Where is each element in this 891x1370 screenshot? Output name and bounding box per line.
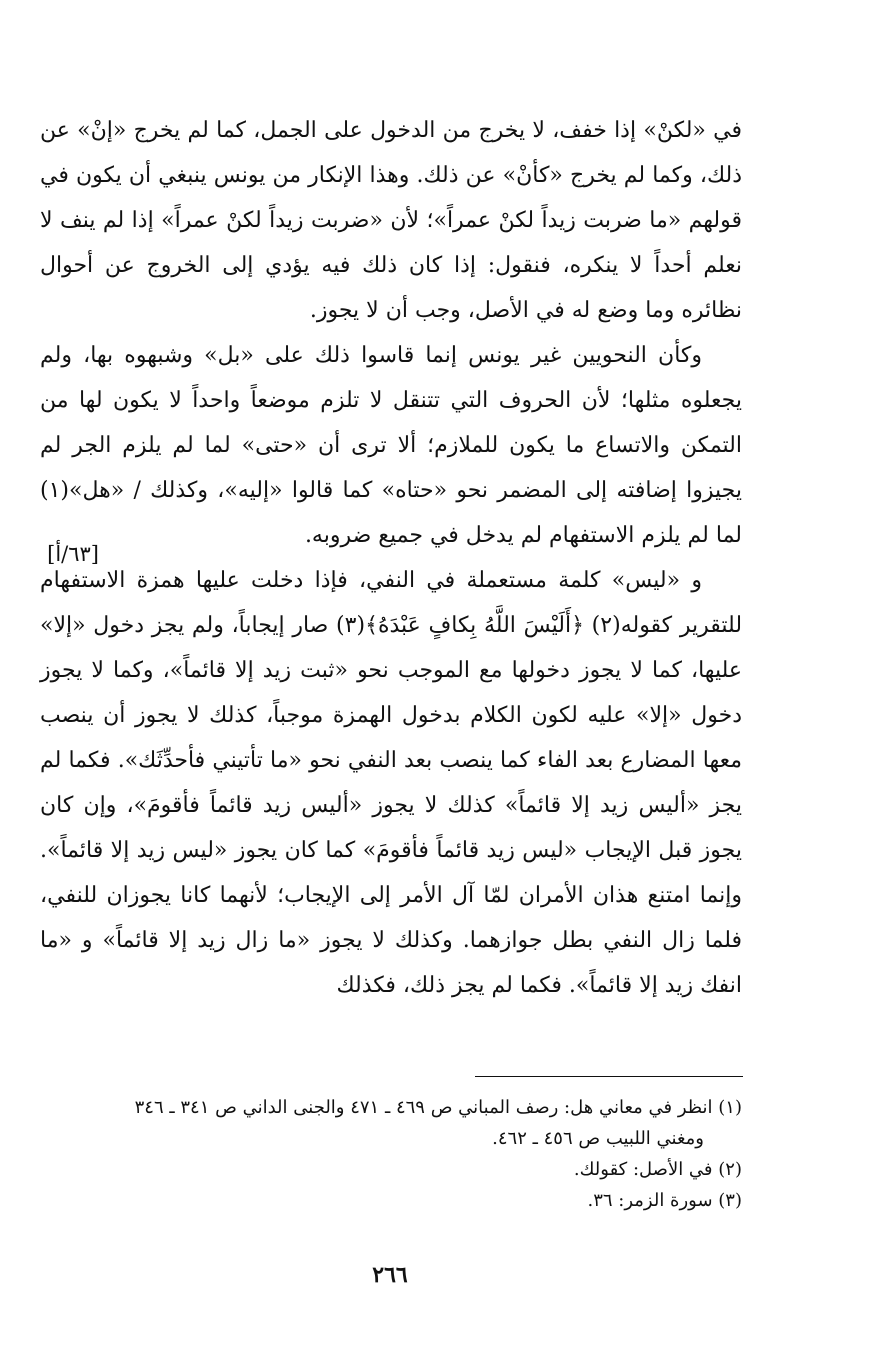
footnote-1: (١) انظر في معاني هل: رصف المباني ص ٤٦٩ ـ ٤٧١ والجنى الداني ص ٣٤١ ـ ٣٤٦: [134, 1097, 742, 1118]
footnote-2: (٢) في الأصل: كقولك.: [573, 1159, 742, 1180]
page-number: ٢٦٦: [372, 1262, 408, 1288]
paragraph-1: في «لكنْ» إذا خفف، لا يخرج من الدخول على الجمل، كما لم يخرج «إنْ» عن ذلك، وكما لم يخرج «كأنْ» عن ذلك. وهذا الإنكار من يونس ينبغي أن يكون في قولهم «ما ضربت زيداً لكنْ عمراً»؛ لأن «ضربت زيداً لكنْ عمراً» إذا لم ينف لا نعلم أحداً لا ينكره، فنقول: إذا كان ذلك فيه يؤدي إلى الخروج عن أحوال نظائره وما وضع له في الأصل، وجب أن لا يجوز.: [40, 118, 742, 323]
footnote-3: (٣) سورة الزمر: ٣٦.: [587, 1190, 742, 1211]
footnotes-block: [40, 1092, 742, 1216]
main-text-block: [40, 108, 742, 1008]
footnote-divider: [475, 1076, 743, 1077]
footnote-1-continued: ومغني اللبيب ص ٤٥٦ ـ ٤٦٢.: [492, 1128, 704, 1149]
paragraph-2: وكأن النحويين غير يونس إنما قاسوا ذلك على «بل» وشبهوه بها، ولم يجعلوه مثلها؛ لأن الحروف التي تتنقل لا تلزم موضعاً واحداً لا يكون لها من التمكن والاتساع ما يكون للملازم؛ ألا ترى أن «حتى» لما لم يلزم الجر لم يجيزوا إضافته إلى المضمر نحو «حتاه» كما قالوا «إليه»، وكذلك / «هل»(١) لما لم يلزم الاستفهام لم يدخل في جميع ضروبه.: [40, 343, 742, 548]
manuscript-folio-reference: [٦٣/أ]: [47, 542, 99, 566]
paragraph-3: و «ليس» كلمة مستعملة في النفي، فإذا دخلت عليها همزة الاستفهام للتقرير كقوله(٢) ﴿أَلَيْسَ اللَّهُ بِكافٍ عَبْدَهُ﴾(٣) صار إيجاباً، ولم يجز دخول «إلا» عليها، كما لا يجوز دخولها مع الموجب نحو «ثبت زيد إلا قائماً»، وكما لا يجوز دخول «إلا» عليه لكون الكلام بدخول الهمزة موجباً، كذلك لا يجوز أن ينصب معها المضارع بعد الفاء كما ينصب بعد النفي نحو «ما تأتيني فأحدِّثَك». فكما لم يجز «أليس زيد إلا قائماً» كذلك لا يجوز «أليس زيد قائماً فأقومَ»، وإن كان يجوز قبل الإيجاب «ليس زيد قائماً فأقومَ» كما كان يجوز «ليس زيد إلا قائماً». وإنما امتنع هذان الأمران لمّا آل الأمر إلى الإيجاب؛ لأنهما كانا يجوزان للنفي، فلما زال النفي بطل جوازهما. وكذلك لا يجوز «ما زال زيد إلا قائماً» و «ما انفك زيد إلا قائماً». فكما لم يجز ذلك، فكذلك: [40, 568, 743, 998]
